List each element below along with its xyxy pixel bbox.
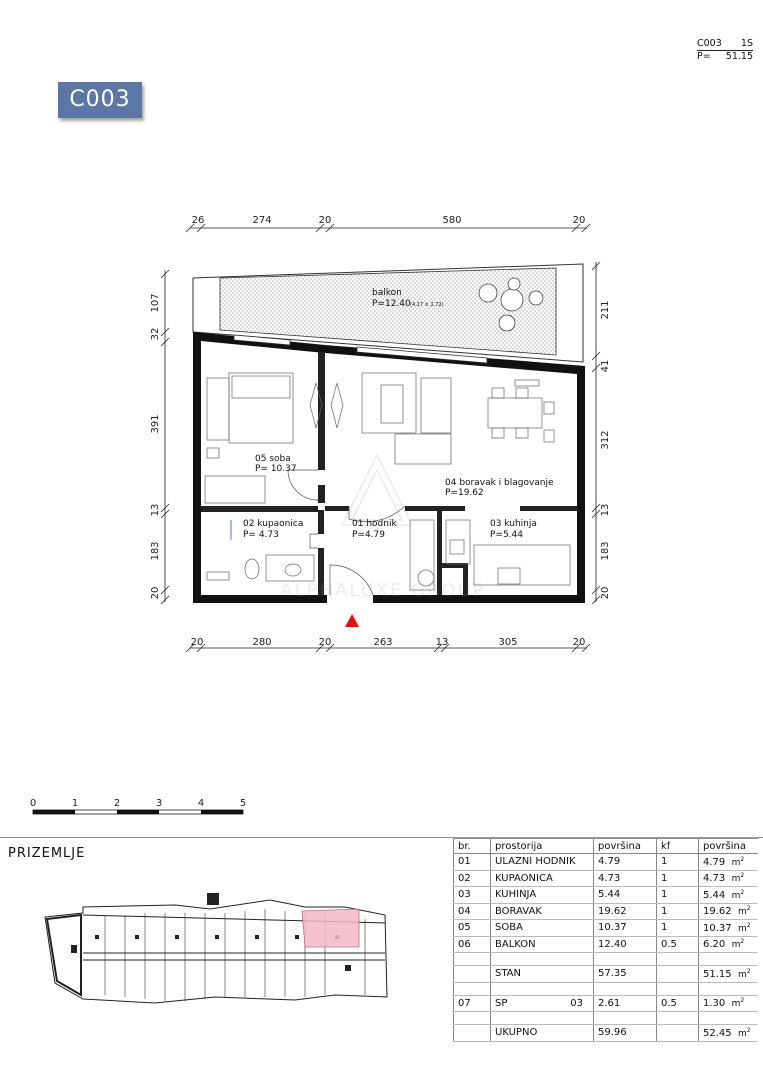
- table-row: [454, 936, 759, 953]
- row-name: KUPAONICA: [491, 870, 594, 887]
- dim-right-5: 183: [600, 541, 611, 561]
- row-area: 19.62: [594, 903, 657, 920]
- m2-unit: [732, 940, 745, 950]
- table-row: [454, 887, 759, 904]
- corner-suffix: 1S: [740, 38, 753, 49]
- m2-unit: [738, 921, 751, 934]
- row-br: 03: [454, 887, 491, 904]
- table-row-stan: [454, 966, 759, 983]
- unit-code-badge: C003: [58, 82, 142, 118]
- m2-unit: [738, 907, 751, 917]
- row-br: 01: [454, 854, 491, 871]
- unit-m: m: [738, 923, 747, 934]
- dim-left-4: 13: [150, 503, 161, 517]
- dim-bottom-5: 13: [435, 637, 449, 648]
- unit-highlight: [302, 909, 359, 947]
- row-area: 4.79: [594, 854, 657, 871]
- m2-unit: [738, 967, 751, 980]
- row-net-value: 4.79: [703, 856, 726, 868]
- sp-name-cell: [491, 995, 594, 1012]
- scale-bar: [25, 795, 255, 825]
- sp-br: 07: [454, 995, 491, 1012]
- row-net-value: 6.20: [703, 939, 726, 951]
- table-header-row: [454, 839, 759, 854]
- row-net: [699, 870, 759, 887]
- header-br: br.: [454, 839, 491, 854]
- row-name: BORAVAK: [491, 903, 594, 920]
- dim-bottom-3: 20: [318, 637, 332, 648]
- area-table: [453, 838, 758, 1042]
- corner-area-label: P=: [697, 51, 711, 62]
- stan-net: [699, 966, 759, 983]
- row-area: 10.37: [594, 920, 657, 937]
- dim-bottom-4: 263: [373, 637, 393, 648]
- row-kf: 1: [657, 903, 699, 920]
- m2-unit: [731, 888, 745, 901]
- kuhinja-area: P=5.44: [490, 530, 524, 540]
- unit-sup: 2: [746, 921, 751, 929]
- row-net: [699, 903, 759, 920]
- sp-area: 2.61: [594, 995, 657, 1012]
- sp-name: SP: [495, 997, 508, 1009]
- row-name: ULAZNI HODNIK: [491, 854, 594, 871]
- m2-unit: [731, 855, 745, 868]
- unit-sup: 2: [746, 1026, 751, 1034]
- unit-m: m: [731, 940, 741, 951]
- exterior-walls: [193, 332, 585, 603]
- dim-left-2: 32: [150, 327, 161, 341]
- balcony-area: [193, 264, 583, 362]
- m2-unit: [732, 999, 745, 1009]
- unit-sup: 2: [746, 967, 751, 975]
- key-plan: [35, 885, 395, 1015]
- kupaonica-name: 02 kupaonica: [243, 519, 304, 529]
- sp-net: [699, 995, 759, 1012]
- table-row-sp: [454, 995, 759, 1012]
- kupaonica-area: P= 4.73: [243, 530, 279, 540]
- row-br: 02: [454, 870, 491, 887]
- dim-right-2: 41: [600, 359, 611, 373]
- unit-m: m: [731, 874, 741, 885]
- door-swings: [288, 470, 405, 595]
- row-net-value: 19.62: [703, 906, 732, 918]
- row-kf: 0.5: [657, 936, 699, 953]
- scale-tick-4: 4: [197, 798, 205, 809]
- ukupno-name: UKUPNO: [491, 1025, 594, 1042]
- unit-sup: 2: [740, 938, 745, 946]
- unit-m: m: [731, 857, 741, 868]
- unit-m: m: [731, 999, 741, 1010]
- table-spacer: [454, 1012, 759, 1025]
- m2-unit: [738, 1026, 751, 1039]
- hodnik-name: 01 hodnik: [352, 519, 397, 529]
- row-area: 5.44: [594, 887, 657, 904]
- dim-bottom-6: 305: [498, 637, 518, 648]
- scale-tick-2: 2: [113, 798, 121, 809]
- hodnik-area: P=4.79: [352, 530, 386, 540]
- dim-bottom-7: 20: [572, 637, 586, 648]
- row-net: [699, 936, 759, 953]
- unit-m: m: [738, 969, 747, 980]
- header-kf: kf: [657, 839, 699, 854]
- table-row: [454, 854, 759, 871]
- stan-area: 57.35: [594, 966, 657, 983]
- balkon-note: (4.17 × 2.72): [410, 302, 444, 308]
- table-row: [454, 870, 759, 887]
- unit-m: m: [738, 1028, 747, 1039]
- dim-right-3: 312: [600, 430, 611, 450]
- unit-sup: 2: [740, 997, 745, 1005]
- dim-top-1: 26: [191, 215, 205, 226]
- ukupno-net-value: 52.45: [703, 1027, 732, 1039]
- stan-net-value: 51.15: [703, 968, 732, 980]
- kuhinja-name: 03 kuhinja: [490, 519, 537, 529]
- dim-top-5: 20: [572, 215, 586, 226]
- row-kf: 1: [657, 870, 699, 887]
- dim-top-3: 20: [318, 215, 332, 226]
- ukupno-area: 59.96: [594, 1025, 657, 1042]
- row-kf: 1: [657, 920, 699, 937]
- living-furniture: [362, 373, 554, 464]
- corner-area-value: 51.15: [725, 51, 753, 62]
- header-prostorija: prostorija: [491, 839, 594, 854]
- dim-left-5: 183: [150, 541, 161, 561]
- row-name: KUHINJA: [491, 887, 594, 904]
- table-row: [454, 903, 759, 920]
- corner-code: C003: [697, 38, 722, 49]
- dim-top-4: 580: [442, 215, 462, 226]
- table-row-ukupno: [454, 1025, 759, 1042]
- row-name: BALKON: [491, 936, 594, 953]
- sp-kf: 0.5: [657, 995, 699, 1012]
- boravak-area: P=19.62: [445, 488, 484, 498]
- balkon-name: balkon: [372, 288, 402, 298]
- row-net-value: 4.73: [703, 873, 726, 885]
- scale-tick-5: 5: [239, 798, 247, 809]
- row-area: 4.73: [594, 870, 657, 887]
- watermark-text: ALPHALUXE GROUP: [280, 580, 486, 601]
- row-br: 06: [454, 936, 491, 953]
- header-povrsina: površina: [594, 839, 657, 854]
- unit-sup: 2: [740, 872, 745, 880]
- entrance-marker: [345, 614, 359, 627]
- table-spacer: [454, 982, 759, 995]
- scale-tick-0: 0: [29, 798, 37, 809]
- sp-num: 03: [570, 997, 583, 1009]
- dim-right-1: 211: [600, 300, 611, 320]
- dim-right-6: 20: [600, 586, 611, 600]
- soba-name: 05 soba: [255, 454, 291, 464]
- scale-tick-3: 3: [155, 798, 163, 809]
- unit-m: m: [738, 907, 747, 918]
- boravak-name: 04 boravak i blagovanje: [445, 478, 554, 488]
- soba-area: P= 10.37: [255, 464, 297, 474]
- balkon-area: P=12.40: [372, 299, 411, 309]
- sp-net-value: 1.30: [703, 998, 726, 1010]
- row-kf: 1: [657, 854, 699, 871]
- dim-bottom-1: 20: [190, 637, 204, 648]
- row-net: [699, 920, 759, 937]
- unit-m: m: [731, 890, 741, 901]
- row-br: 05: [454, 920, 491, 937]
- row-kf: 1: [657, 887, 699, 904]
- floor-label: PRIZEMLJE: [8, 846, 86, 861]
- table-row: [454, 920, 759, 937]
- row-net-value: 10.37: [703, 922, 732, 934]
- table-spacer: [454, 953, 759, 966]
- dim-top-2: 274: [252, 215, 272, 226]
- dim-right-4: 13: [600, 503, 611, 517]
- left-dimension-line: [161, 270, 169, 604]
- unit-sup: 2: [740, 855, 745, 863]
- row-net-value: 5.44: [703, 889, 726, 901]
- header-povrsina-net: površina: [699, 839, 759, 854]
- right-dimension-line: [592, 262, 600, 604]
- dim-bottom-2: 280: [252, 637, 272, 648]
- top-dimension-line: [186, 224, 590, 232]
- row-name: SOBA: [491, 920, 594, 937]
- row-br: 04: [454, 903, 491, 920]
- m2-unit: [732, 874, 745, 884]
- dim-left-1: 107: [150, 293, 161, 313]
- unit-sup: 2: [740, 888, 745, 896]
- scale-tick-1: 1: [71, 798, 79, 809]
- stan-name: STAN: [491, 966, 594, 983]
- row-net: [699, 854, 759, 871]
- row-net: [699, 887, 759, 904]
- dim-left-3: 391: [150, 414, 161, 434]
- ukupno-net: [699, 1025, 759, 1042]
- unit-sup: 2: [746, 905, 751, 913]
- dim-left-6: 20: [150, 586, 161, 600]
- row-area: 12.40: [594, 936, 657, 953]
